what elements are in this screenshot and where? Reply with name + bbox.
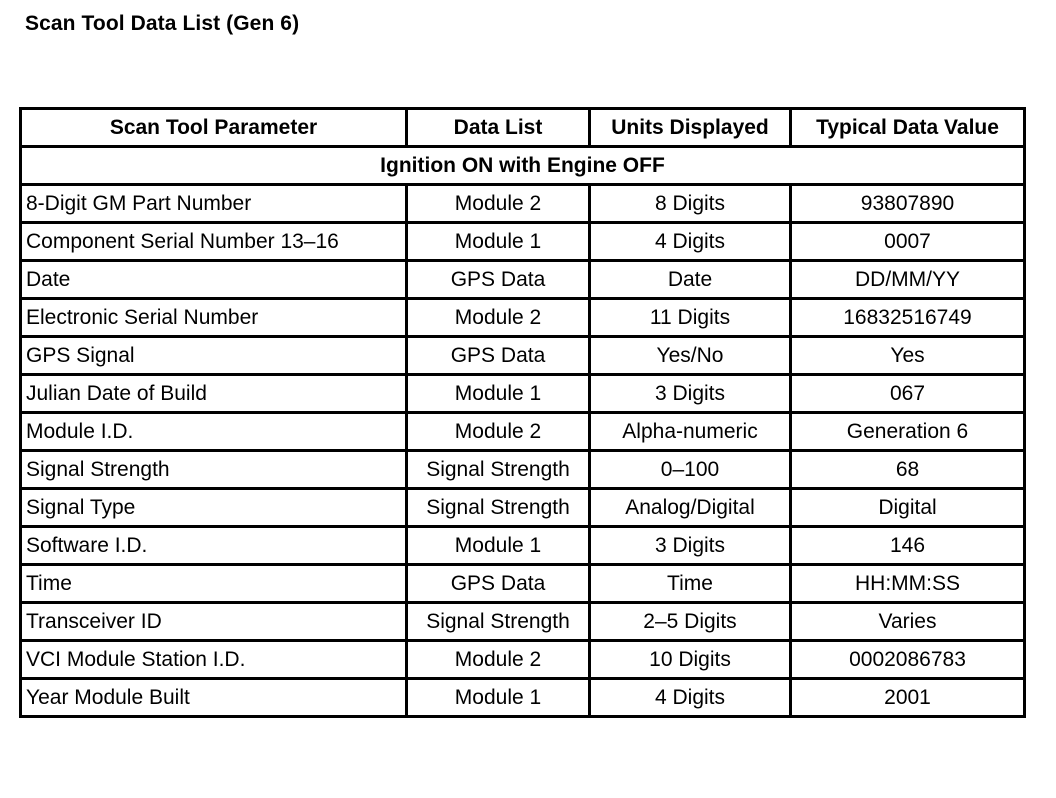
cell-units: Alpha-numeric [590,413,791,451]
table-row [21,261,1025,299]
cell-parameter: GPS Signal [21,337,407,375]
cell-parameter: Date [21,261,407,299]
cell-parameter: Component Serial Number 13–16 [21,223,407,261]
cell-units: Time [590,565,791,603]
cell-parameter: Transceiver ID [21,603,407,641]
cell-data-list: Signal Strength [407,489,590,527]
cell-data-list: Module 1 [407,375,590,413]
table-row [21,451,1025,489]
table-row [21,641,1025,679]
table-row [21,413,1025,451]
cell-typical-value: Yes [791,337,1025,375]
cell-typical-value: 16832516749 [791,299,1025,337]
cell-units: Analog/Digital [590,489,791,527]
cell-data-list: Module 1 [407,679,590,717]
cell-units: 0–100 [590,451,791,489]
cell-data-list: GPS Data [407,565,590,603]
cell-parameter: Electronic Serial Number [21,299,407,337]
cell-units: 2–5 Digits [590,603,791,641]
table-row [21,679,1025,717]
table-row [21,489,1025,527]
cell-units: Date [590,261,791,299]
cell-data-list: Module 1 [407,223,590,261]
cell-units: 11 Digits [590,299,791,337]
table-row [21,565,1025,603]
header-data-list: Data List [407,109,590,147]
cell-parameter: 8-Digit GM Part Number [21,185,407,223]
table-row [21,185,1025,223]
cell-units: 3 Digits [590,527,791,565]
table-row [21,299,1025,337]
document-title: Scan Tool Data List (Gen 6) [25,12,300,35]
cell-typical-value: Generation 6 [791,413,1025,451]
cell-typical-value: Varies [791,603,1025,641]
cell-parameter: Year Module Built [21,679,407,717]
cell-typical-value: 146 [791,527,1025,565]
cell-typical-value: 68 [791,451,1025,489]
cell-data-list: Signal Strength [407,451,590,489]
cell-typical-value: HH:MM:SS [791,565,1025,603]
cell-typical-value: 067 [791,375,1025,413]
cell-typical-value: 0007 [791,223,1025,261]
cell-units: 10 Digits [590,641,791,679]
cell-parameter: Signal Type [21,489,407,527]
cell-parameter: Signal Strength [21,451,407,489]
table-body [21,147,1025,717]
cell-data-list: Module 1 [407,527,590,565]
section-label: Ignition ON with Engine OFF [21,147,1025,185]
cell-parameter: Julian Date of Build [21,375,407,413]
cell-units: 4 Digits [590,223,791,261]
cell-parameter: Time [21,565,407,603]
table-row [21,527,1025,565]
cell-typical-value: 93807890 [791,185,1025,223]
cell-typical-value: DD/MM/YY [791,261,1025,299]
table-header [21,109,1025,147]
cell-data-list: Signal Strength [407,603,590,641]
section-row [21,147,1025,185]
cell-typical-value: 2001 [791,679,1025,717]
table-row [21,375,1025,413]
header-typical-data-value: Typical Data Value [791,109,1025,147]
table-row [21,337,1025,375]
cell-units: 3 Digits [590,375,791,413]
cell-units: 8 Digits [590,185,791,223]
cell-parameter: Software I.D. [21,527,407,565]
cell-typical-value: 0002086783 [791,641,1025,679]
header-row [21,109,1025,147]
table-row [21,223,1025,261]
table-row [21,603,1025,641]
cell-units: Yes/No [590,337,791,375]
scan-tool-data-table [19,107,1026,718]
cell-data-list: Module 2 [407,299,590,337]
cell-parameter: Module I.D. [21,413,407,451]
cell-data-list: GPS Data [407,261,590,299]
cell-data-list: GPS Data [407,337,590,375]
header-units-displayed: Units Displayed [590,109,791,147]
cell-parameter: VCI Module Station I.D. [21,641,407,679]
cell-units: 4 Digits [590,679,791,717]
cell-data-list: Module 2 [407,413,590,451]
cell-data-list: Module 2 [407,641,590,679]
header-scan-tool-parameter: Scan Tool Parameter [21,109,407,147]
cell-typical-value: Digital [791,489,1025,527]
cell-data-list: Module 2 [407,185,590,223]
